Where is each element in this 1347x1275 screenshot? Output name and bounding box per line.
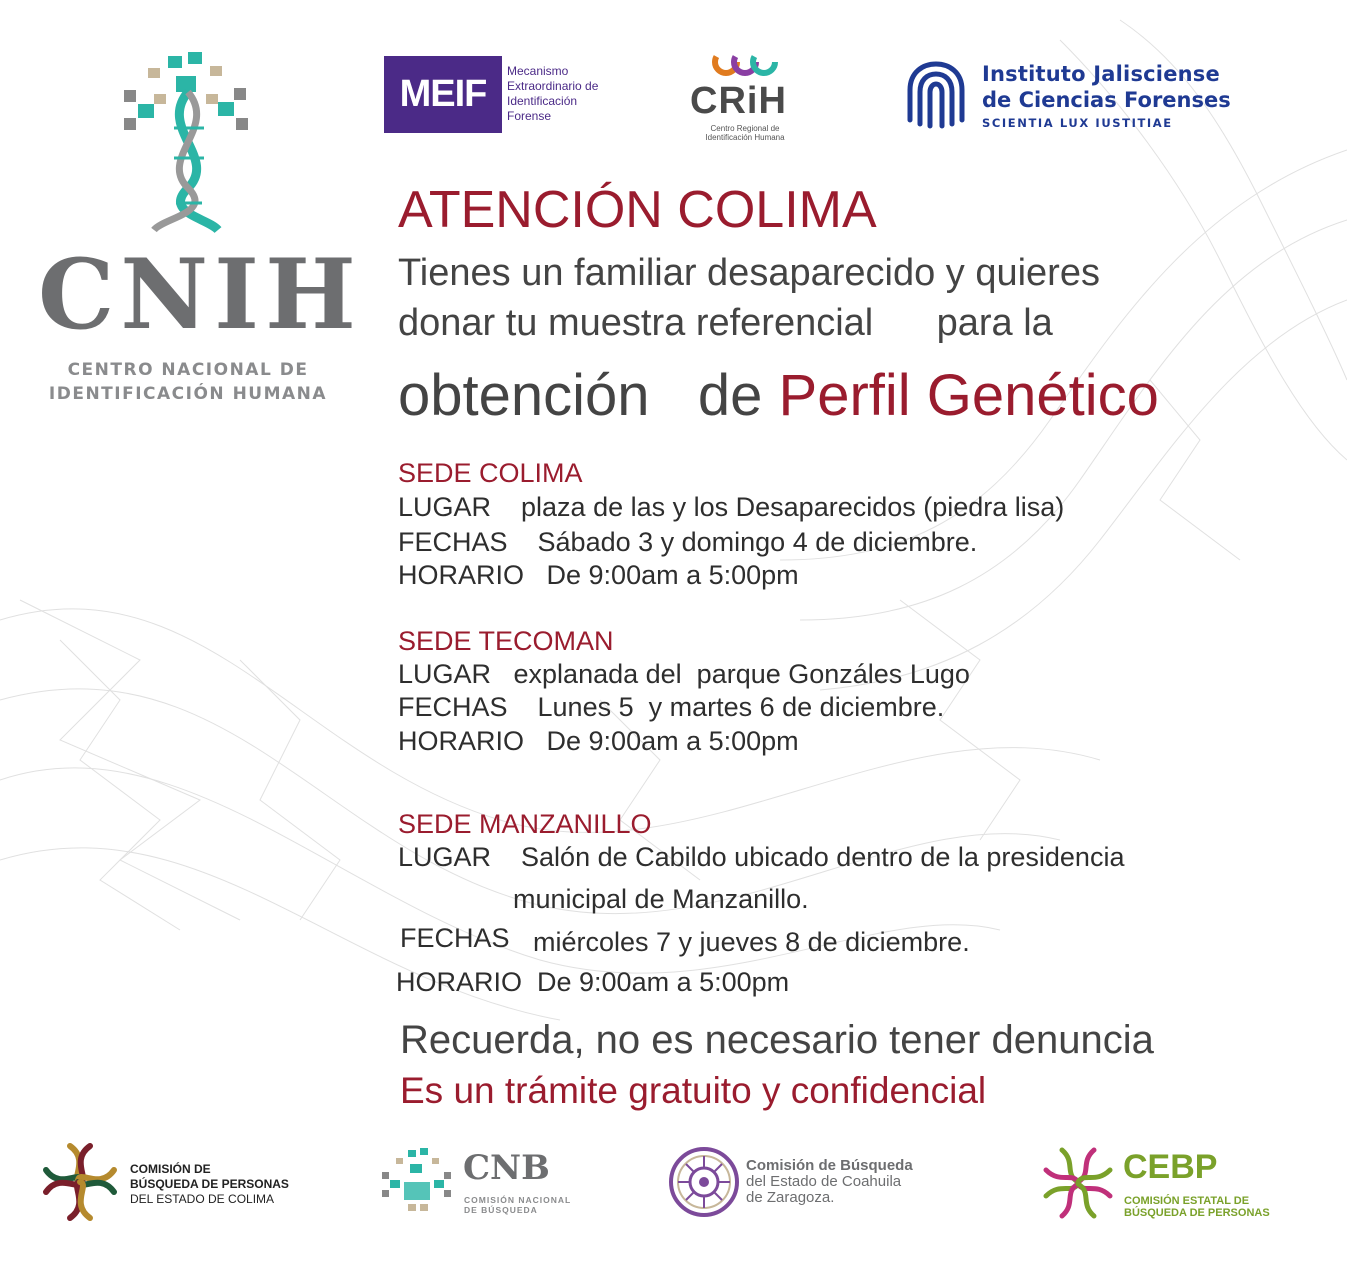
sede-manzanillo-fechas-label: FECHAS: [400, 923, 510, 953]
meif-text-line4: Forense: [507, 109, 552, 123]
sede-manzanillo-lugar-cont: municipal de Manzanillo.: [513, 884, 809, 914]
cbp-colima-line2: BÚSQUEDA DE PERSONAS: [130, 1177, 289, 1191]
cebp-emblem-icon: [1042, 1144, 1114, 1220]
sede-colima-lugar: LUGAR plaza de las y los Desaparecidos (piedra lisa): [398, 492, 1065, 522]
cebp-sub-line2: BÚSQUEDA DE PERSONAS: [1124, 1207, 1270, 1219]
sede-manzanillo-lugar: LUGAR Salón de Cabildo ubicado dentro de la presidencia: [398, 842, 1125, 872]
reminder-text: Recuerda, no es necesario tener denuncia: [400, 1018, 1154, 1062]
cebp-logo-subtitle: [1124, 1195, 1270, 1219]
crih-logo-subtitle: [690, 124, 800, 142]
cnb-emblem-icon: [378, 1146, 456, 1218]
cebp-logo-title: CEBP: [1123, 1148, 1218, 1186]
crih-emblem-icon: [712, 46, 778, 80]
cbp-colima-line1: COMISIÓN DE: [130, 1162, 211, 1176]
cnb-sub-line1: COMISIÓN NACIONAL: [464, 1195, 572, 1205]
coahuila-line1: Comisión de Búsqueda: [746, 1157, 913, 1174]
ijcf-fingerprint-icon: [905, 60, 967, 130]
lead-line1: Tienes un familiar desaparecido y quieres: [398, 252, 1100, 294]
coahuila-logo-text: [746, 1158, 913, 1206]
ijcf-logo-line1: Instituto Jalisciense: [982, 62, 1220, 86]
crih-logo-title: CRiH: [690, 80, 787, 122]
cebp-sub-line1: COMISIÓN ESTATAL DE: [1124, 1195, 1250, 1207]
coahuila-line3: de Zaragoza.: [746, 1189, 835, 1206]
sede-tecoman-lugar: LUGAR explanada del parque Gonzáles Lugo: [398, 659, 970, 689]
meif-text-line1: Mecanismo: [507, 64, 569, 78]
crih-sub-line2: Identificación Humana: [705, 133, 785, 142]
sede-tecoman-horario: HORARIO De 9:00am a 5:00pm: [398, 726, 799, 756]
cnb-logo-subtitle: [464, 1195, 571, 1215]
lead-line3: [398, 362, 1159, 429]
free-confidential-note: Es un trámite gratuito y confidencial: [400, 1070, 987, 1111]
sede-manzanillo-title: SEDE MANZANILLO: [398, 809, 652, 839]
lead-line2: donar tu muestra referencial para la: [398, 302, 1053, 344]
attention-heading: ATENCIÓN COLIMA: [398, 181, 877, 239]
coahuila-seal-icon: [668, 1146, 740, 1218]
cnb-sub-line2: DE BÚSQUEDA: [464, 1205, 538, 1215]
crih-sub-line1: Centro Regional de: [710, 124, 780, 133]
cbp-colima-emblem-icon: [40, 1140, 120, 1224]
cnb-logo-title: CNB: [463, 1148, 550, 1188]
coahuila-line2: del Estado de Coahuila: [746, 1173, 902, 1190]
lead-line3-prefix: obtención de: [398, 363, 779, 428]
meif-logo-text: [507, 64, 607, 124]
meif-text-line2: Extraordinario de: [507, 79, 599, 93]
ijcf-logo-motto: SCIENTIA LUX IUSTITIAE: [982, 116, 1173, 130]
cnih-dna-icon: [118, 48, 258, 233]
cbp-colima-logo-text: [130, 1162, 289, 1207]
sede-colima-horario: HORARIO De 9:00am a 5:00pm: [398, 560, 799, 590]
cnih-logo-subtitle: [38, 358, 338, 406]
sede-manzanillo-horario: HORARIO De 9:00am a 5:00pm: [396, 967, 790, 997]
cbp-colima-line3: DEL ESTADO DE COLIMA: [130, 1192, 275, 1206]
sede-colima-fechas: FECHAS Sábado 3 y domingo 4 de diciembre.: [398, 527, 978, 557]
meif-text-line3: Identificación: [507, 94, 578, 108]
sede-tecoman-title: SEDE TECOMAN: [398, 626, 614, 656]
cnih-subtitle-line2: IDENTIFICACIÓN HUMANA: [48, 384, 328, 404]
sede-manzanillo-fechas: miércoles 7 y jueves 8 de diciembre.: [533, 927, 970, 957]
cnih-logo-title: CNIH: [38, 238, 362, 351]
cnih-subtitle-line1: CENTRO NACIONAL DE: [67, 360, 309, 380]
meif-logo-mark: MEIF: [384, 56, 502, 133]
ijcf-logo-line2: de Ciencias Forenses: [982, 88, 1231, 112]
genetic-profile-highlight: Perfil Genético: [778, 363, 1159, 428]
sede-tecoman-fechas: FECHAS Lunes 5 y martes 6 de diciembre.: [398, 692, 945, 722]
sede-colima-title: SEDE COLIMA: [398, 458, 583, 488]
